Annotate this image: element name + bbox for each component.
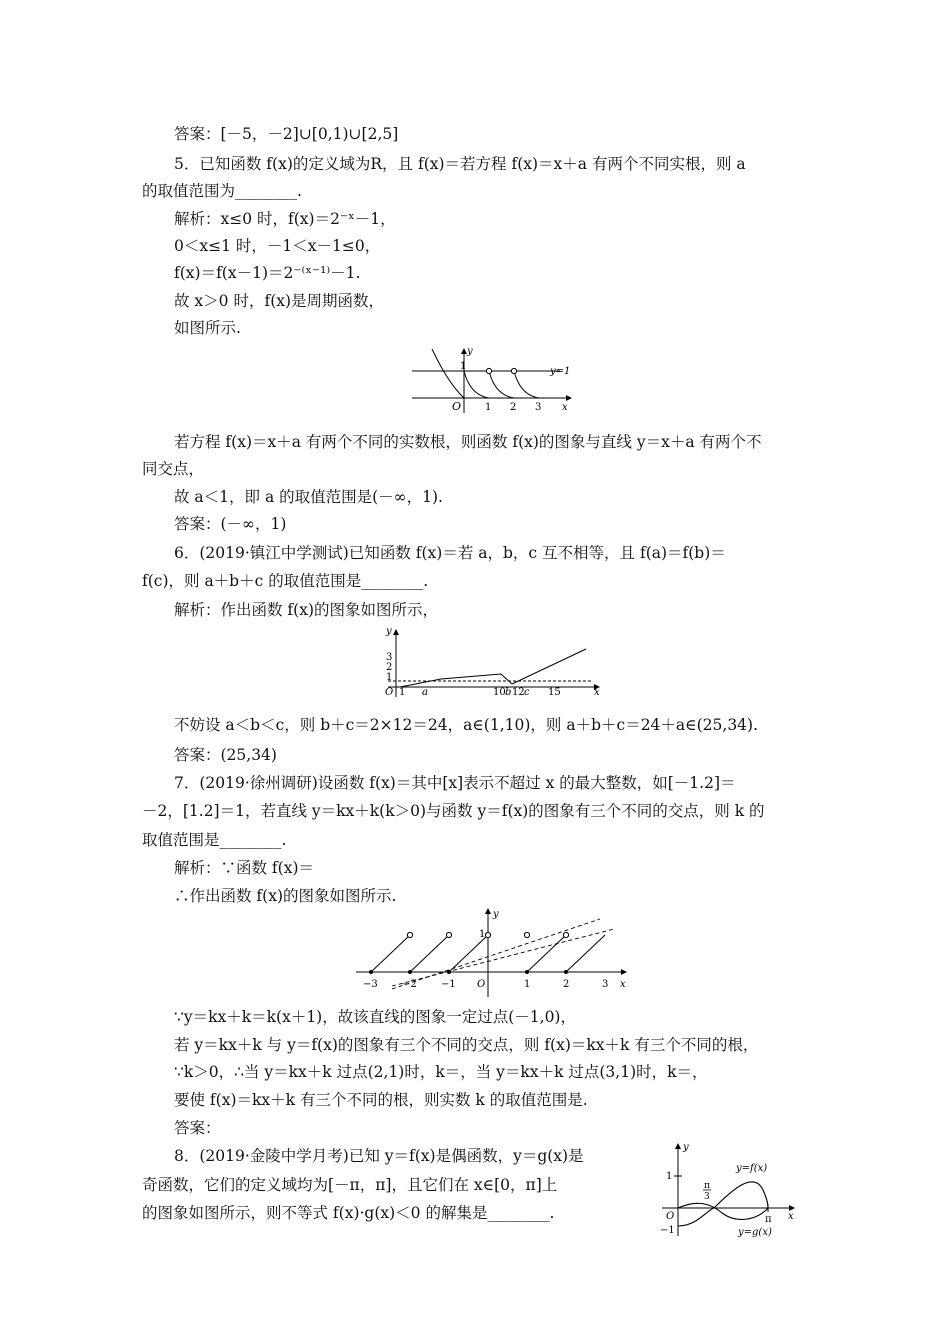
tick-label: 1	[460, 361, 467, 372]
open-point	[524, 932, 529, 937]
tick-label: −1	[660, 1225, 675, 1236]
tick-label: 2	[386, 662, 393, 673]
answer-line: 答案：(－∞，1)	[174, 515, 287, 533]
figure-floor-sawtooth	[352, 905, 634, 1000]
solution-line: 若方程 f(x)＝x＋a 有两个不同的实数根，则函数 f(x)的图象与直线 y＝x＋a 有两个不	[174, 433, 762, 451]
tick-label-denominator: 3	[704, 1192, 710, 1202]
tick-label: 12	[512, 687, 525, 698]
y-label: y	[493, 909, 499, 920]
point-label: c	[524, 687, 530, 698]
fx-label: y=f(x)	[736, 1163, 768, 1174]
solution-line: 故 x＞0 时，f(x)是周期函数，	[174, 292, 385, 310]
gx-label: y=g(x)	[738, 1227, 772, 1238]
tick-label: 1	[666, 1171, 673, 1182]
open-point	[407, 932, 412, 937]
solution-line: 同交点，	[142, 460, 205, 478]
tick-label: 15	[548, 687, 561, 698]
closed-point	[564, 970, 568, 974]
tick-label: 1	[485, 402, 492, 413]
solution-line: 解析：x≤0 时，f(x)＝2⁻ˣ－1，	[174, 210, 396, 228]
figure-even-odd-functions	[652, 1138, 802, 1240]
line-label: y=1	[550, 366, 571, 377]
open-point	[563, 932, 568, 937]
solution-line: 若 y＝kx＋k 与 y＝f(x)的图象有三个不同的交点，则 f(x)＝kx＋k 有三个不同的根，	[174, 1036, 759, 1054]
answer-line: 答案：[－5，－2]∪[0,1)∪[2,5]	[174, 125, 399, 143]
y-label: y	[683, 1142, 689, 1153]
problem-6-line: 6．(2019·镇江中学测试)已知函数 f(x)＝若 a，b，c 互不相等，且 f(a)＝f(b)＝	[174, 544, 726, 562]
tick-label: 3	[602, 979, 609, 990]
problem-8-line: 的图象如图所示，则不等式 f(x)·g(x)＜0 的解集是________.	[142, 1204, 555, 1222]
curve-period-3	[514, 371, 539, 398]
curve-left	[432, 349, 467, 398]
solution-line: 解析：∵函数 f(x)＝	[174, 859, 315, 877]
curve-period-2	[489, 371, 514, 398]
problem-6-line: f(c)，则 a＋b＋c 的取值范围是________.	[142, 572, 429, 590]
problem-7-line: －2，[1.2]＝1，若直线 y＝kx＋k(k＞0)与函数 y＝f(x)的图象有三个不同的交点，则 k 的	[142, 802, 765, 820]
problem-5-line: 5．已知函数 f(x)的定义域为R，且 f(x)＝若方程 f(x)＝x＋a 有两个不同实根，则 a	[174, 155, 746, 173]
tick-label: 2	[510, 402, 517, 413]
closed-point	[525, 970, 529, 974]
tick-label: 1	[524, 979, 531, 990]
solution-line: 如图所示.	[174, 319, 241, 337]
y-label: y	[386, 626, 392, 637]
tick-label: 1	[479, 929, 486, 940]
tick-label: π	[765, 1214, 772, 1225]
origin-label: O	[477, 979, 486, 990]
solution-line: 不妨设 a＜b＜c，则 b＋c＝2×12＝24，a∈(1,10)，则 a＋b＋c＝24＋a∈(25,34).	[174, 716, 759, 734]
closed-point	[408, 970, 412, 974]
solution-line: ∵k＞0，∴当 y＝kx＋k 过点(2,1)时，k＝，当 y＝kx＋k 过点(3,1)时，k＝，	[174, 1063, 708, 1081]
solution-line: 解析：作出函数 f(x)的图象如图所示，	[174, 601, 439, 619]
tick-label: 3	[386, 652, 393, 663]
origin-label: O	[452, 400, 462, 413]
answer-line: 答案：	[174, 1119, 221, 1137]
open-point	[446, 932, 451, 937]
answer-line: 答案：(25,34)	[174, 746, 277, 764]
problem-7-line: 取值范围是________.	[142, 831, 287, 849]
tick-label: 1	[399, 687, 406, 698]
x-label: x	[562, 402, 568, 413]
tick-label: −2	[402, 979, 417, 990]
solution-line: 0＜x≤1 时，－1＜x－1≤0，	[174, 237, 381, 255]
point-label: b	[505, 687, 512, 698]
open-point	[485, 932, 490, 937]
tick-label-numerator: π	[704, 1181, 710, 1191]
problem-8-line: 奇函数，它们的定义域均为[－π，π]，且它们在 x∈[0，π]上	[142, 1176, 558, 1194]
figure-periodic-function	[410, 343, 585, 415]
tick-label: −3	[363, 979, 378, 990]
curve-gx	[678, 1203, 768, 1219]
solution-line: ∴作出函数 f(x)的图象如图所示.	[174, 887, 397, 905]
solution-line: f(x)＝f(x－1)＝2⁻⁽ˣ⁻¹⁾－1.	[174, 264, 361, 282]
solution-line: ∵y＝kx＋k＝k(x＋1)，故该直线的图象一定过点(－1,0)，	[174, 1008, 576, 1026]
solution-line: 故 a＜1，即 a 的取值范围是(－∞，1).	[174, 488, 443, 506]
figure-piecewise-function	[366, 624, 616, 702]
tick-label: 2	[563, 979, 570, 990]
tick-label: −1	[441, 979, 456, 990]
curve-period-1	[464, 371, 489, 398]
x-label: x	[620, 979, 626, 990]
origin-label: O	[385, 687, 394, 698]
problem-5-line: 的取值范围为________.	[142, 182, 302, 200]
tick-label: 1	[386, 672, 393, 683]
closed-point	[369, 970, 373, 974]
y-label: y	[467, 346, 473, 357]
open-point	[511, 368, 516, 373]
origin-label: O	[666, 1211, 675, 1222]
open-point	[486, 368, 491, 373]
problem-7-line: 7．(2019·徐州调研)设函数 f(x)＝其中[x]表示不超过 x 的最大整数，如[－1.2]＝	[174, 774, 736, 792]
x-label: x	[594, 687, 600, 698]
tick-label: 3	[535, 402, 542, 413]
x-label: x	[788, 1211, 794, 1222]
solution-line: 要使 f(x)＝kx＋k 有三个不同的根，则实数 k 的取值范围是.	[174, 1091, 588, 1109]
point-label: a	[422, 687, 428, 698]
problem-8-line: 8．(2019·金陵中学月考)已知 y＝f(x)是偶函数，y＝g(x)是	[174, 1147, 584, 1165]
tick-label: 10	[493, 687, 506, 698]
